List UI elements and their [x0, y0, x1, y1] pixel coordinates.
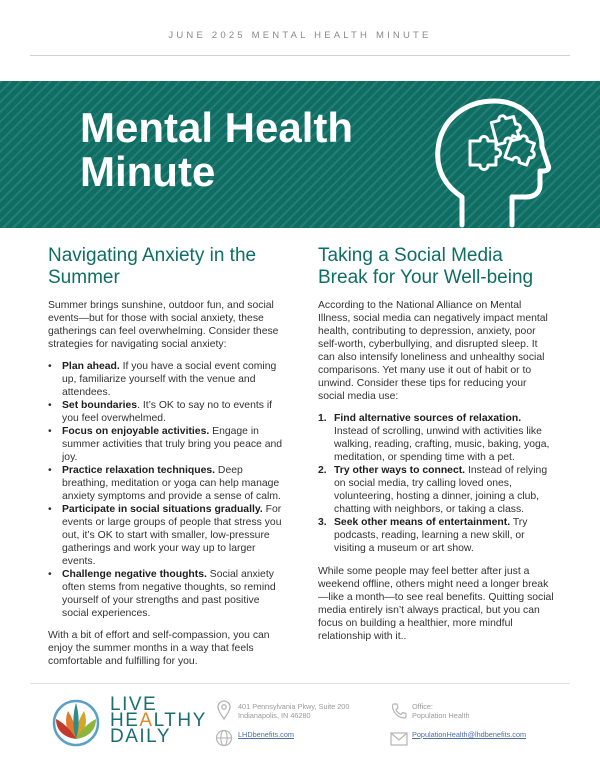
- list-item: • Plan ahead. If you have a social event coming up, familiarize yourself with the venue and attendees.: [48, 360, 286, 399]
- website-link[interactable]: LHDbenefits.com: [238, 730, 294, 739]
- list-item: • Focus on enjoyable activities. Engage in summer activities that truly bring you peace and joy.: [48, 425, 286, 464]
- office-label: Office:: [412, 702, 433, 711]
- header-divider: [30, 55, 570, 56]
- social-media-heading: Taking a Social Media Break for Your Well-being: [318, 245, 534, 288]
- list-item: 2. Try other ways to connect. Instead of relying on social media, try calling loved ones, volunteering, hosting a dinner, joining a club, chatting with neighbors, or taking a class.: [318, 465, 548, 515]
- email-link[interactable]: PopulationHealth@lhdbenefits.com: [412, 730, 527, 739]
- address-line1: 401 Pennsylvania Pkwy, Suite 200: [238, 702, 350, 711]
- list-item: 1. Find alternative sources of relaxation. Instead of scrolling, unwind with activities like walking, reading, crafting, music, baking, yoga, meditation, or spending time with a pet.: [318, 413, 550, 463]
- office-name: Population Health: [412, 711, 470, 720]
- banner-title: [80, 106, 353, 194]
- logo-line2: HEALTHY: [110, 710, 207, 731]
- anxiety-heading: Navigating Anxiety in the Summer: [48, 245, 257, 288]
- social-media-closing: While some people may feel better after just a weekend offline, others might need a longer break—like a month—to see real benefits. Quitting social media entirely isn’t always practical, but you can focus on building a healthier, more mindful relationship with it..: [318, 566, 554, 642]
- phone-icon: [390, 702, 408, 720]
- banner-title-line1: Mental Health: [80, 104, 354, 151]
- social-media-tips-list: [318, 412, 554, 555]
- banner-title-line2: Minute: [80, 148, 216, 195]
- office-block: [412, 702, 470, 720]
- envelope-icon: [390, 732, 408, 746]
- location-pin-icon: [216, 700, 232, 720]
- head-puzzle-icon: [424, 89, 554, 228]
- right-column: [318, 245, 554, 652]
- anxiety-intro: Summer brings sunshine, outdoor fun, and social events—but for those with social anxiety, these gatherings can feel overwhelming. Consider these strategies for navigating social anxiety:: [48, 300, 279, 350]
- list-item: 3. Seek other means of entertainment. Try podcasts, reading, learning a new skill, or visiting a museum or art show.: [318, 517, 528, 554]
- website-link-wrap: [238, 730, 294, 739]
- live-healthy-daily-logo-icon: [46, 695, 106, 747]
- anxiety-closing: With a bit of effort and self-compassion, you can enjoy the summer months in a way that feels comfortable and fulfilling for you.: [48, 630, 270, 667]
- globe-icon: [215, 729, 233, 747]
- brand-logo-text: [110, 694, 207, 747]
- anxiety-strategies-list: [48, 360, 286, 620]
- title-banner: [0, 81, 600, 228]
- list-item: • Challenge negative thoughts. Social anxiety often stems from negative thoughts, so remind yourself of your strengths and past positive social experiences.: [48, 568, 286, 620]
- list-item: • Participate in social situations gradually. For events or large groups of people that stress you out, it’s OK to start with smaller, low-pressure gatherings and work your way up to larger events.: [48, 503, 286, 568]
- email-link-wrap: [412, 730, 526, 739]
- address-block: [238, 702, 349, 720]
- logo-line3: DAILY: [110, 726, 172, 747]
- list-item: • Set boundaries. It’s OK to say no to events if you feel overwhelmed.: [48, 399, 286, 425]
- footer-divider: [30, 683, 570, 684]
- list-item: • Practice relaxation techniques. Deep breathing, meditation or yoga can help manage anxiety symptoms and provide a sense of calm.: [48, 464, 286, 503]
- logo-line1: LIVE: [110, 694, 158, 715]
- newsletter-header: JUNE 2025 MENTAL HEALTH MINUTE: [168, 30, 432, 41]
- address-line2: Indianapolis, IN 46280: [238, 711, 311, 720]
- left-column: [48, 245, 286, 677]
- social-media-intro: According to the National Alliance on Mental Illness, social media can negatively impact mental health, contributing to depression, anxiety, poor self-worth, cyberbullying, and disrupted sleep. It can also intensify loneliness and unhealthy social comparisons. Yet many use it out of habit or to unwind. Consider these tips for reducing your social media use:: [318, 300, 548, 402]
